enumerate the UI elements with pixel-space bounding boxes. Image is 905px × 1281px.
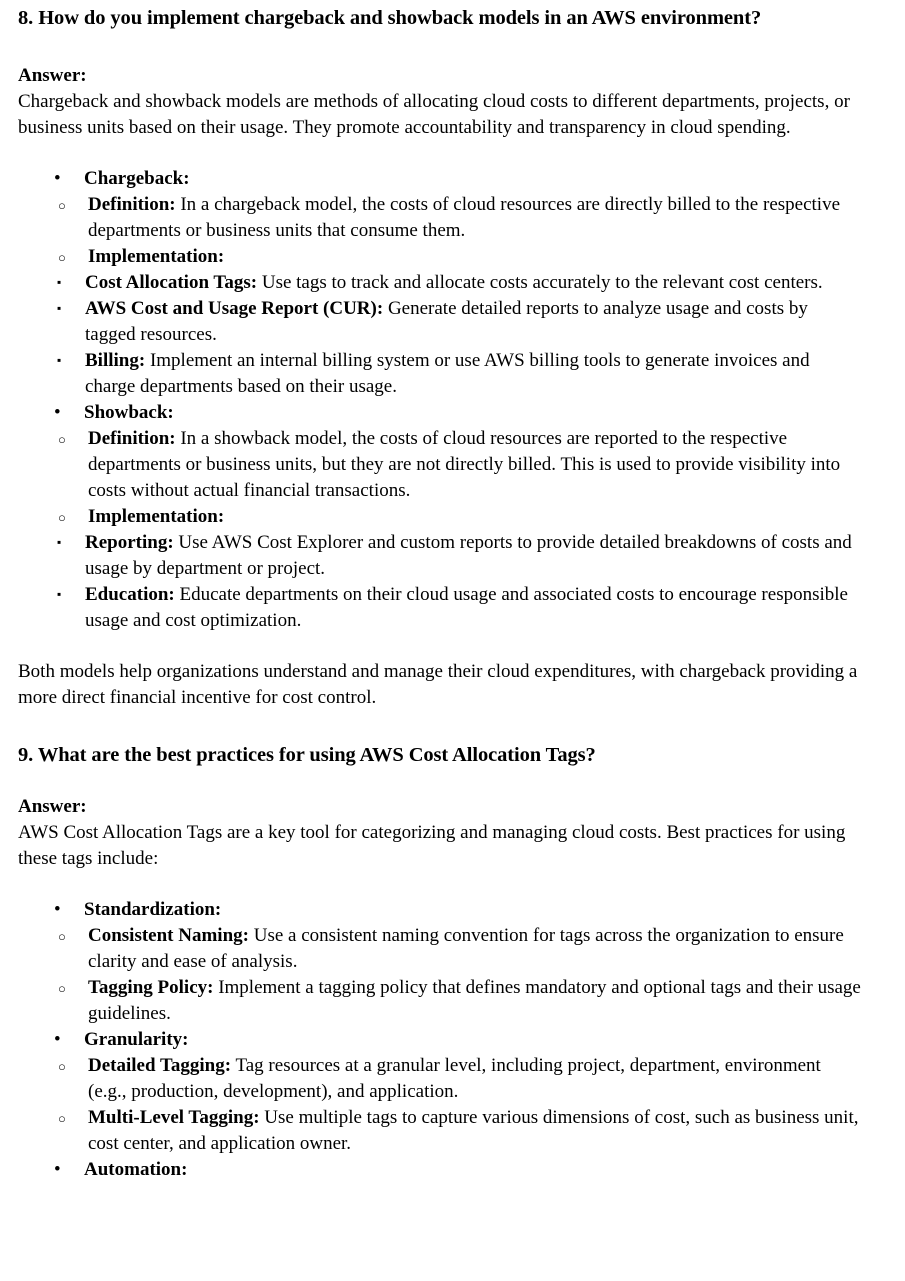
list-item-body: Educate departments on their cloud usage and associated costs to encourage responsible usage and cost optimization. [85, 584, 848, 631]
list-item-title: Automation: [84, 1159, 188, 1180]
list-item [18, 923, 862, 975]
nested-list-wrapper [18, 192, 862, 400]
list-item-title: Chargeback: [84, 168, 190, 189]
list-item [18, 166, 862, 192]
nested-list-wrapper [18, 923, 862, 1027]
list-item [18, 504, 862, 530]
bullet-list-level-2 [18, 426, 862, 634]
list-item-title: Reporting: [85, 532, 174, 553]
bullet-circle-icon: ○ [58, 432, 66, 447]
bullet-disc-icon: • [54, 899, 61, 920]
list-item-title: Granularity: [84, 1029, 189, 1050]
bullet-square-icon: ▪ [57, 301, 62, 315]
list-item [18, 1053, 862, 1105]
list-item-title: Definition: [88, 428, 176, 449]
bullet-disc-icon: • [54, 1159, 61, 1180]
list-item-title: Education: [85, 584, 175, 605]
bullet-disc-icon: • [54, 1029, 61, 1050]
bullet-list-level-3 [18, 530, 862, 634]
list-item-title: Definition: [88, 194, 176, 215]
list-item-body: Use a consistent naming convention for tags across the organization to ensure clarity and ease of analysis. [88, 925, 844, 972]
spacer [18, 32, 862, 63]
list-item-body: Use AWS Cost Explorer and custom reports to provide detailed breakdowns of costs and usage by department or project. [85, 532, 852, 579]
bullet-square-icon: ▪ [57, 587, 62, 601]
spacer [18, 141, 862, 166]
list-item-title: Implementation: [88, 506, 225, 527]
bullet-circle-icon: ○ [58, 510, 66, 525]
answer-label-9: Answer: [18, 796, 87, 817]
list-item-body: Implement an internal billing system or use AWS billing tools to generate invoices and charge departments based on their usage. [85, 350, 810, 397]
bullet-list-level-1 [18, 897, 862, 1183]
list-item-title: Tagging Policy: [88, 977, 214, 998]
bullet-circle-icon: ○ [58, 981, 66, 996]
list-item-body: In a chargeback model, the costs of cloud resources are directly billed to the respective departments or business units that consume them. [88, 194, 840, 241]
nested-list-wrapper [18, 1053, 862, 1157]
bullet-square-icon: ▪ [57, 353, 62, 367]
question-heading-8: 8. How do you implement chargeback and showback models in an AWS environment? [18, 7, 762, 29]
bullet-circle-icon: ○ [58, 929, 66, 944]
bullet-circle-icon: ○ [58, 198, 66, 213]
list-item [18, 400, 862, 426]
spacer [18, 711, 862, 742]
spacer [18, 634, 862, 659]
list-item-title: Multi-Level Tagging: [88, 1107, 260, 1128]
spacer [18, 872, 862, 897]
list-item-title: Detailed Tagging: [88, 1055, 232, 1076]
list-item-title: Showback: [84, 402, 174, 423]
list-item-title: AWS Cost and Usage Report (CUR): [85, 298, 384, 319]
list-item-title: Consistent Naming: [88, 925, 249, 946]
list-item-title: Billing: [85, 350, 146, 371]
list-item [18, 1157, 862, 1183]
bullet-list-level-1 [18, 166, 862, 634]
list-item [18, 192, 862, 244]
nested-list-wrapper [18, 426, 862, 634]
list-item-body: Implement a tagging policy that defines mandatory and optional tags and their usage guidelines. [88, 977, 861, 1024]
spacer [18, 769, 862, 794]
answer-outro-8: Both models help organizations understand and manage their cloud expenditures, with chargeback providing a more direct financial incentive for cost control. [18, 661, 858, 708]
list-item [18, 975, 862, 1027]
list-item-body: Use multiple tags to capture various dimensions of cost, such as business unit, cost center, and application owner. [88, 1107, 859, 1154]
list-item [18, 426, 862, 504]
list-item-title: Implementation: [88, 246, 225, 267]
bullet-disc-icon: • [54, 168, 61, 189]
bullet-list-level-2 [18, 1053, 862, 1157]
bullet-circle-icon: ○ [58, 250, 66, 265]
answer-intro-8: Chargeback and showback models are methods of allocating cloud costs to different departments, projects, or business units based on their usage. They promote accountability and transparency in cloud spending. [18, 91, 850, 138]
list-item-body: Use tags to track and allocate costs accurately to the relevant cost centers. [257, 272, 823, 293]
bullet-circle-icon: ○ [58, 1111, 66, 1126]
bullet-disc-icon: • [54, 402, 61, 423]
answer-label-8: Answer: [18, 65, 87, 86]
list-item [18, 1105, 862, 1157]
question-heading-9: 9. What are the best practices for using AWS Cost Allocation Tags? [18, 744, 596, 766]
list-item-body: Tag resources at a granular level, including project, department, environment (e.g., production, development), and application. [88, 1055, 821, 1102]
answer-intro-9: AWS Cost Allocation Tags are a key tool for categorizing and managing cloud costs. Best practices for using these tags include: [18, 822, 846, 869]
list-item [18, 270, 862, 296]
list-item [18, 582, 862, 634]
list-item [18, 1027, 862, 1053]
list-item [18, 530, 862, 582]
bullet-list-level-3 [18, 270, 862, 400]
list-item-title: Cost Allocation Tags: [85, 272, 258, 293]
list-item [18, 296, 862, 348]
bullet-list-level-2 [18, 192, 862, 400]
list-item [18, 897, 862, 923]
bullet-square-icon: ▪ [57, 535, 62, 549]
bullet-list-level-2 [18, 923, 862, 1027]
list-item-title: Standardization: [84, 899, 222, 920]
nested-list-wrapper [18, 270, 862, 400]
list-item [18, 244, 862, 270]
bullet-circle-icon: ○ [58, 1059, 66, 1074]
list-item [18, 348, 862, 400]
nested-list-wrapper [18, 530, 862, 634]
bullet-square-icon: ▪ [57, 275, 62, 289]
list-item-body: In a showback model, the costs of cloud resources are reported to the respective departments or business units, but they are not directly billed. This is used to provide visibility into costs without actual financial transactions. [88, 428, 841, 501]
list-item-body: Generate detailed reports to analyze usage and costs by tagged resources. [85, 298, 808, 345]
